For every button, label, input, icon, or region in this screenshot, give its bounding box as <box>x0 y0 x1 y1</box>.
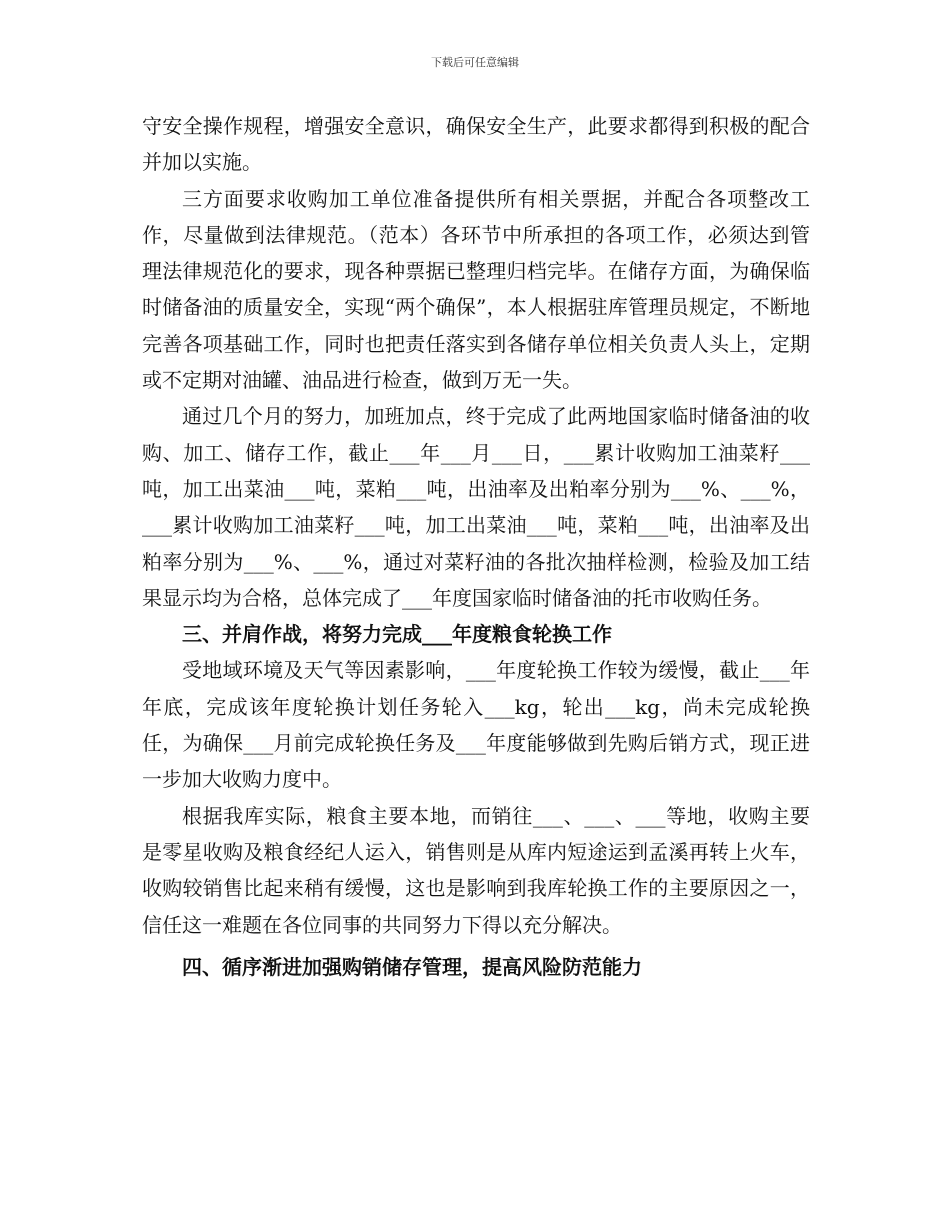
page-header: 下载后可任意编辑 <box>431 56 519 69</box>
section-heading-4: 四、循序渐进加强购销储存管理，提高风险防范能力 <box>182 954 642 979</box>
document-body <box>142 108 810 985</box>
paragraph-5: 根据我库实际，粮食主要本地，而销往___、___、___等地，收购主要是零星收购及粮食经纪人运入，销售则是从库内短途运到孟溪再转上火车，收购较销售比起来稍有缓慢，这也是影响到我库轮换工作的主要原因之一，信任这一难题在各位同事的共同努力下得以充分解决。 <box>142 803 810 937</box>
paragraph-1: 守安全操作规程，增强安全意识，确保安全生产，此要求都得到积极的配合并加以实施。 <box>142 114 810 175</box>
paragraph-2: 三方面要求收购加工单位准备提供所有相关票据，并配合各项整改工作，尽量做到法律规范。（范本）各环节中所承担的各项工作，必须达到管理法律规范化的要求，现各种票据已整理归档完毕。在储存方面，为确保临时储备油的质量安全，实现“两个确保”，本人根据驻库管理员规定，不断地完善各项基础工作，同时也把责任落实到各储存单位相关负责人头上，定期或不定期对油罐、油品进行检查，做到万无一失。 <box>142 186 810 393</box>
paragraph-4: 受地域环境及天气等因素影响，___年度轮换工作较为缓慢，截止___年年底，完成该年度轮换计划任务轮入___kg，轮出___kg，尚未完成轮换任，为确保___月前完成轮换任务及___年度能够做到先购后销方式，现正进一步加大收购力度中。 <box>142 658 810 792</box>
section-heading-3: 三、并肩作战，将努力完成___年度粮食轮换工作 <box>182 622 612 647</box>
paragraph-3: 通过几个月的努力，加班加点，终于完成了此两地国家临时储备油的收购、加工、储存工作，截止___年___月___日，___累计收购加工油菜籽___吨，加工出菜油___吨，菜粕___吨，出油率及出粕率分别为___%、___%，___累计收购加工油菜籽___吨，加工出菜油___吨，菜粕___吨，出油率及出粕率分别为___%、___%，通过对菜籽油的各批次抽样检测，检验及加工结果显示均为合格，总体完成了___年度国家临时储备油的托市收购任务。 <box>142 404 810 610</box>
